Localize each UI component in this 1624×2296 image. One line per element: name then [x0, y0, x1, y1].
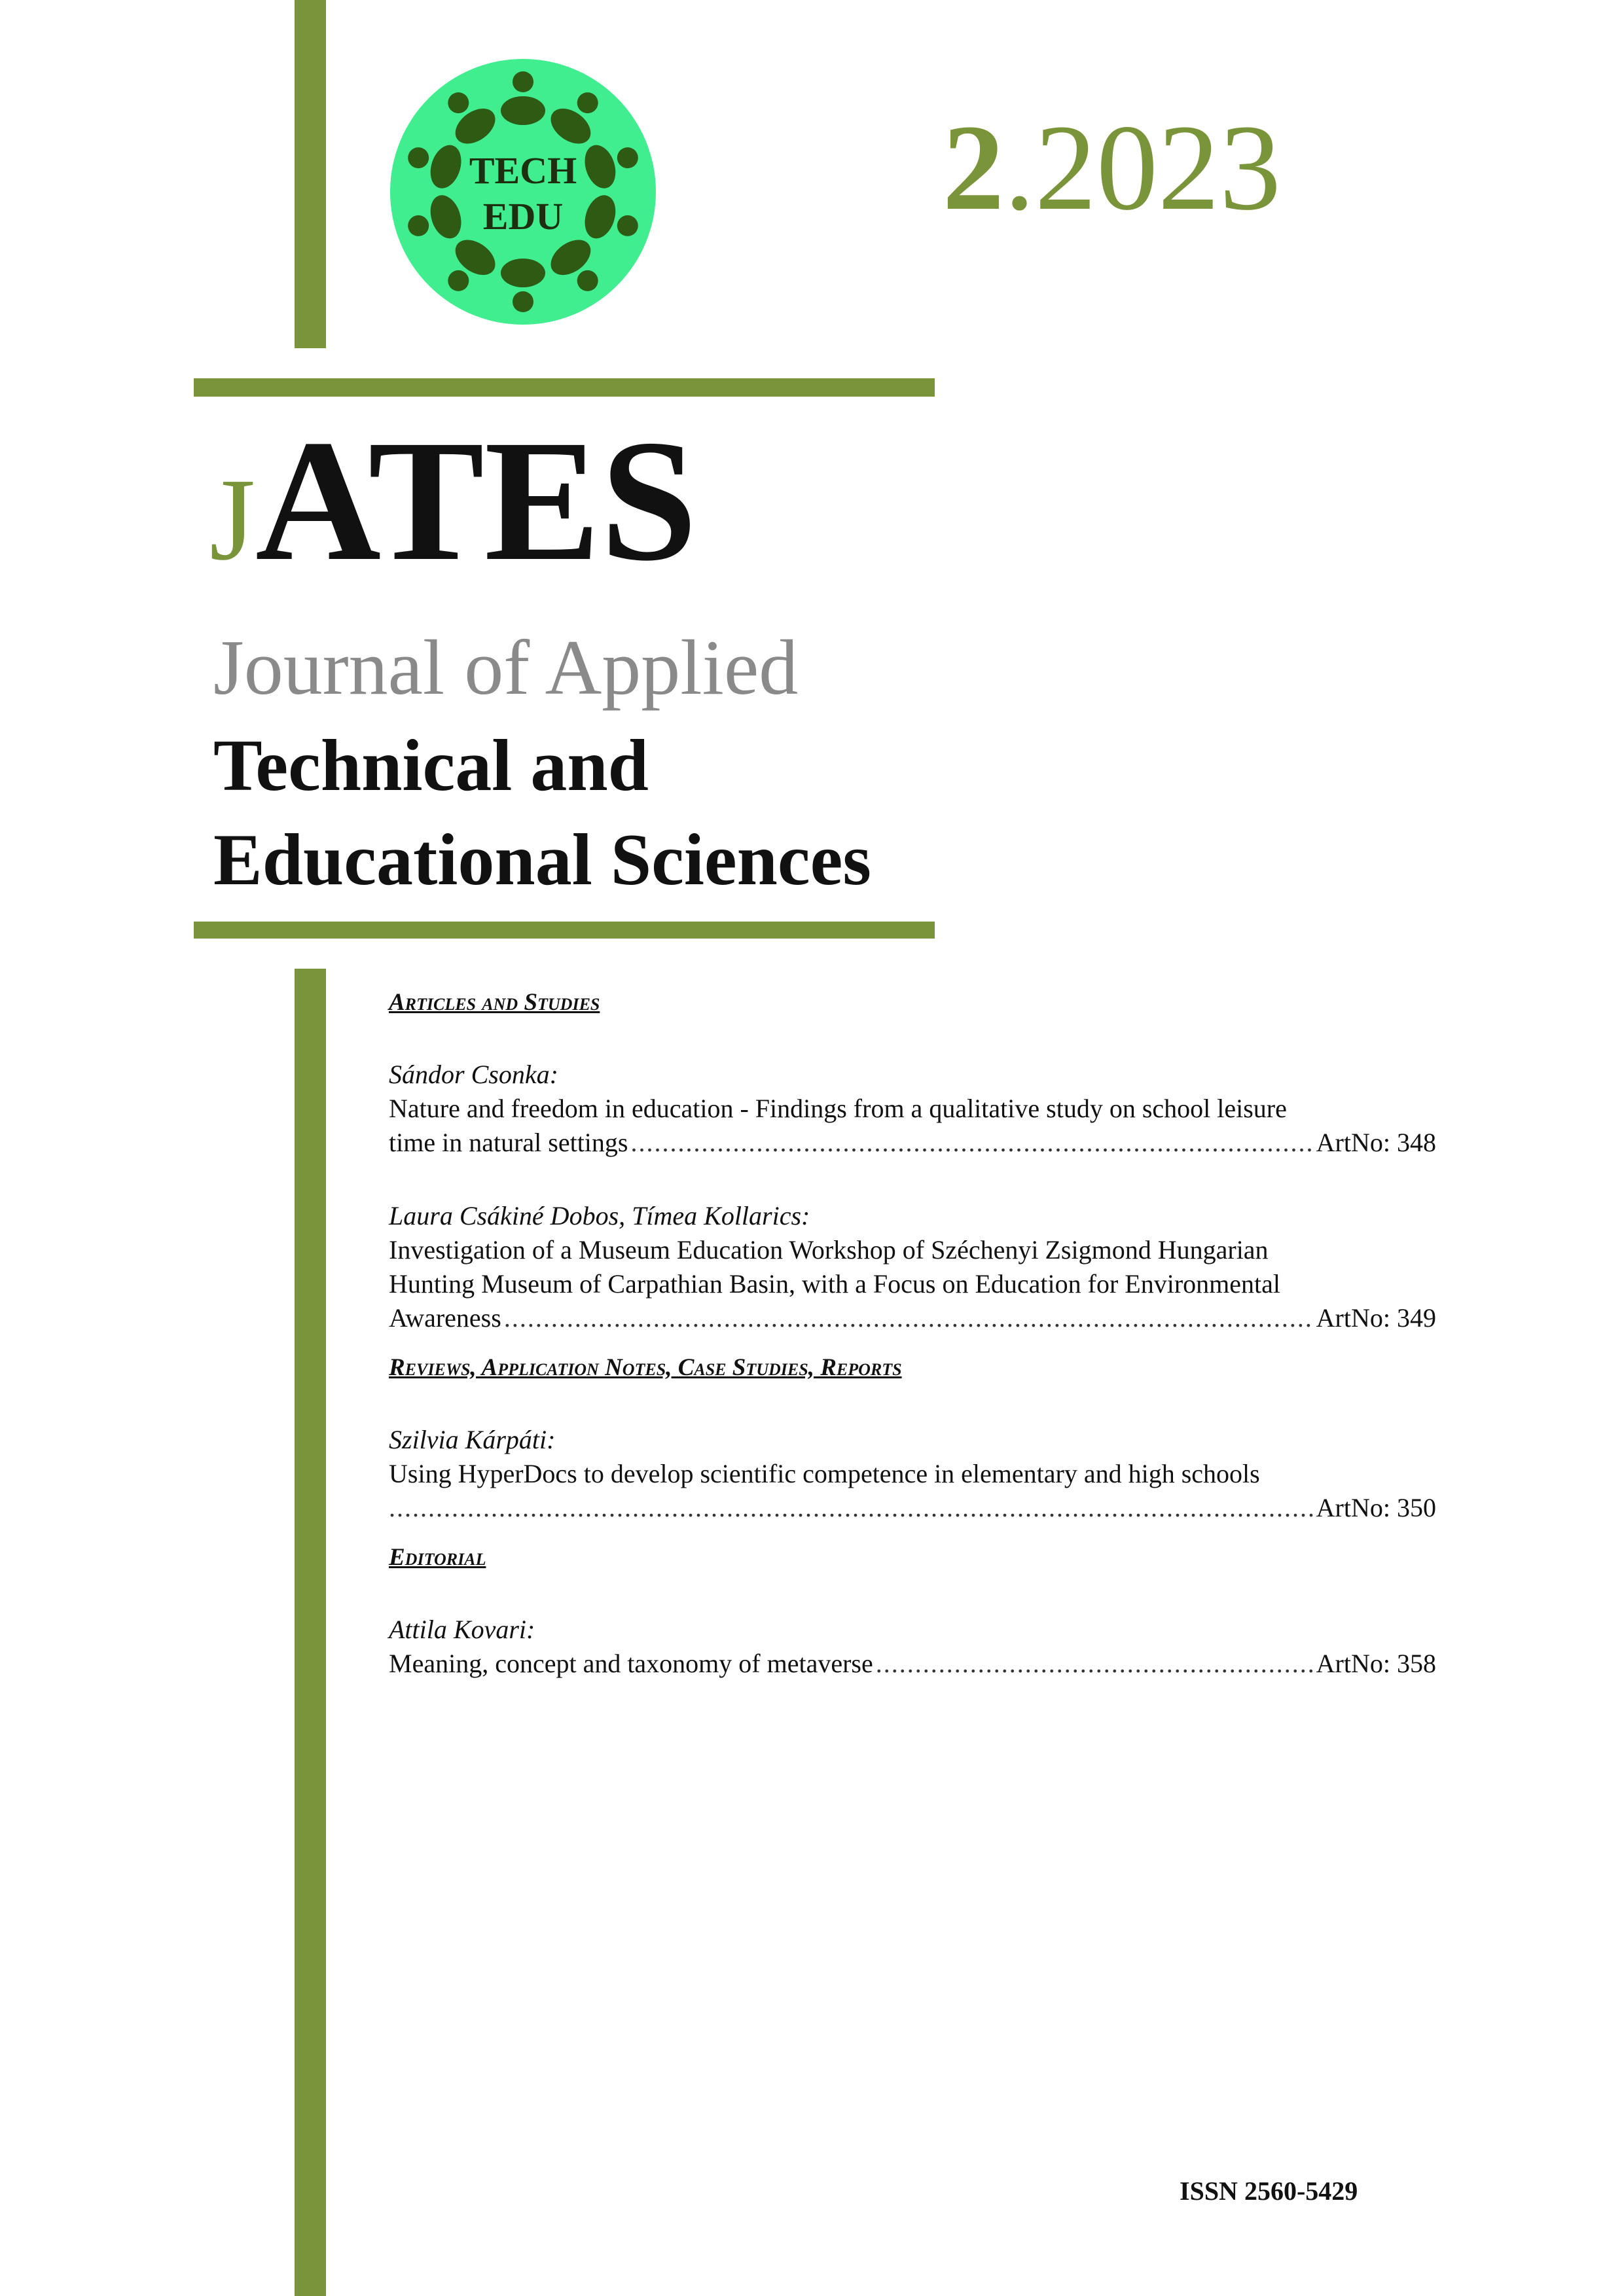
- toc-entry-title-line: Nature and freedom in education - Findings from a qualitative study on school leisure: [389, 1094, 1287, 1124]
- logo-figure-body: [501, 259, 545, 287]
- toc-entry-authors: Sándor Csonka:: [389, 1060, 558, 1090]
- journal-title-line1: Journal of Applied: [213, 624, 799, 711]
- toc-entry-title-line: Hunting Museum of Carpathian Basin, with a Focus on Education for Environmental: [389, 1269, 1280, 1299]
- issn-number: ISSN 2560-5429: [1180, 2176, 1358, 2206]
- journal-acronym-rest: ATES: [255, 404, 698, 597]
- toc-entry-last-line: [389, 1647, 1436, 1681]
- toc-entry-authors: Laura Csákiné Dobos, Tímea Kollarics:: [389, 1201, 810, 1231]
- toc-dot-leader: [504, 1301, 1314, 1335]
- toc-section: [389, 987, 1436, 1335]
- journal-title-line2: Technical and: [213, 725, 649, 806]
- toc-section: [389, 1352, 1436, 1525]
- logo-figure-head: [617, 215, 638, 236]
- logo-figure-head: [577, 92, 598, 113]
- toc-dot-leader: [631, 1126, 1314, 1160]
- logo-figure-head: [513, 71, 533, 92]
- toc-entry-last-line: [389, 1301, 1436, 1335]
- toc-entry[interactable]: [389, 1199, 1436, 1335]
- toc-entry-title: [389, 1457, 1436, 1525]
- toc-entry-title-line: Investigation of a Museum Education Workshop of Széchenyi Zsigmond Hungarian: [389, 1235, 1269, 1265]
- decorative-vertical-bar-bottom: [295, 969, 326, 2296]
- toc-section: [389, 1542, 1436, 1681]
- toc-entry-title-end: Awareness: [389, 1303, 501, 1333]
- toc-entry[interactable]: [389, 1058, 1436, 1160]
- issue-number: [943, 99, 1281, 236]
- toc-entry-artno: ArtNo: 358: [1316, 1649, 1436, 1679]
- logo-text-line2: EDU: [482, 195, 564, 238]
- toc-entry-authors: Szilvia Kárpáti:: [389, 1425, 556, 1455]
- toc-entry-title: [389, 1092, 1436, 1160]
- journal-acronym: [209, 404, 698, 597]
- toc-entry[interactable]: [389, 1423, 1436, 1525]
- toc-entry-title-end: Meaning, concept and taxonomy of metaverse: [389, 1649, 873, 1679]
- table-of-contents: [389, 987, 1436, 1681]
- toc-entry-last-line: [389, 1126, 1436, 1160]
- issue-year: .2023: [1004, 99, 1281, 236]
- decorative-horizontal-bar-lower: [194, 922, 935, 939]
- toc-entry-title: [389, 1647, 1436, 1681]
- toc-entry-last-line: [389, 1491, 1436, 1525]
- toc-entry-artno: ArtNo: 349: [1316, 1303, 1436, 1333]
- logo-text-line1: TECH: [469, 149, 577, 192]
- logo-figure-head: [513, 291, 533, 312]
- toc-section-heading: Articles and Studies: [389, 989, 600, 1016]
- toc-entry-title: [389, 1233, 1436, 1335]
- logo-figure-head: [408, 215, 429, 236]
- logo-figure-head: [448, 270, 469, 291]
- toc-entry-artno: ArtNo: 350: [1316, 1493, 1436, 1523]
- toc-entry-artno: ArtNo: 348: [1316, 1128, 1436, 1158]
- logo-figure-body: [501, 96, 545, 125]
- toc-dot-leader: [876, 1647, 1314, 1681]
- toc-entry[interactable]: [389, 1613, 1436, 1681]
- toc-dot-leader: [389, 1491, 1314, 1525]
- issue-number-digit: 2: [943, 99, 1004, 236]
- logo-figure-head: [448, 92, 469, 113]
- logo-figure-head: [577, 270, 598, 291]
- toc-section-heading: Editorial: [389, 1544, 486, 1571]
- logo-figure-head: [408, 147, 429, 168]
- toc-entry-title-line: Using HyperDocs to develop scientific competence in elementary and high schools: [389, 1459, 1260, 1489]
- toc-section-heading: Reviews, Application Notes, Case Studies, Reports: [389, 1354, 902, 1382]
- logo-figure-head: [617, 147, 638, 168]
- decorative-horizontal-bar-upper: [194, 378, 935, 397]
- toc-entry-authors: Attila Kovari:: [389, 1615, 535, 1645]
- tech-edu-logo: [390, 59, 656, 325]
- journal-acronym-j: J: [209, 454, 256, 584]
- decorative-vertical-bar-top: [295, 0, 326, 348]
- journal-title-line3: Educational Sciences: [213, 819, 871, 901]
- toc-entry-title-end: time in natural settings: [389, 1128, 628, 1158]
